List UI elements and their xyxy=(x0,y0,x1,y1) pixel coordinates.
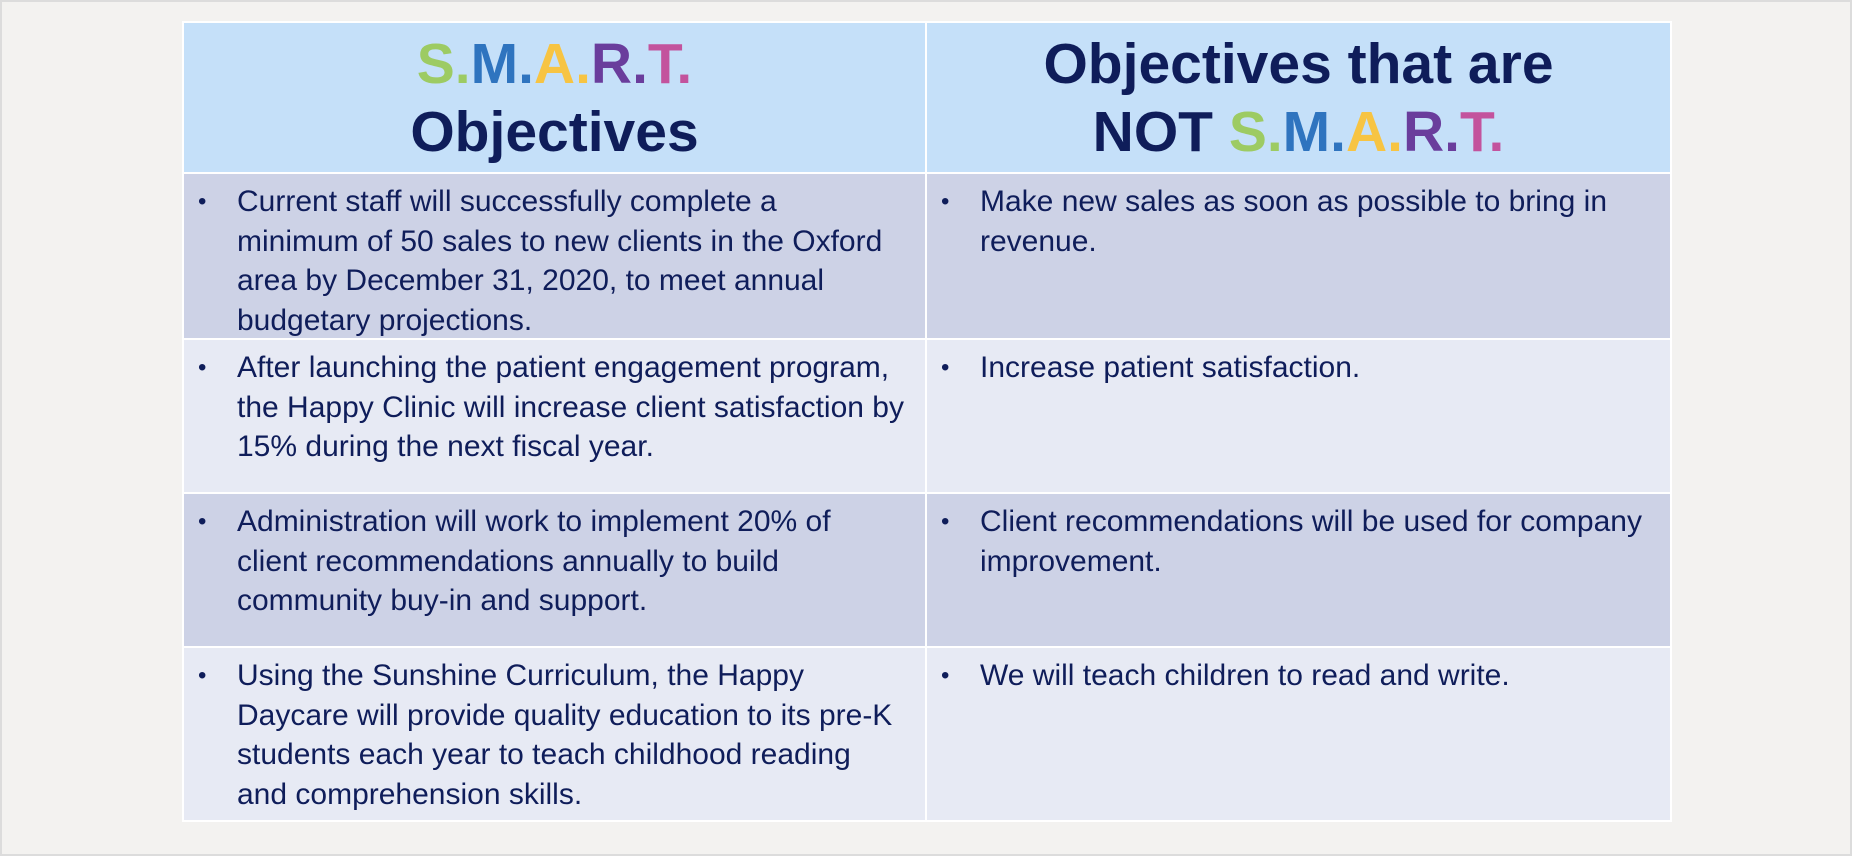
bullet-icon: • xyxy=(198,188,207,215)
smart-cell xyxy=(184,174,925,338)
not-smart-objective-text: We will teach children to read and write. xyxy=(980,659,1510,692)
not-prefix: NOT xyxy=(1092,99,1229,164)
not-smart-cell xyxy=(927,174,1670,338)
table-row xyxy=(182,174,1672,338)
header-not-smart-objectives xyxy=(927,23,1670,172)
not-smart-cell xyxy=(927,340,1670,492)
smart-objective-text: Administration will work to implement 20% of client recommendations annually to build community buy-in and support. xyxy=(237,505,831,617)
smart-letter-a: A. xyxy=(533,31,591,96)
bullet-icon: • xyxy=(198,508,207,535)
smart-objective-text: After launching the patient engagement program, the Happy Clinic will increase client satisfaction by 15% during the next fiscal year. xyxy=(237,351,904,463)
table-row xyxy=(182,494,1672,646)
smart-cell xyxy=(184,494,925,646)
smart-letter-s: S. xyxy=(416,31,471,96)
not-smart-objective-text: Client recommendations will be used for company improvement. xyxy=(980,505,1642,578)
smart-letter-m: M. xyxy=(1282,99,1346,164)
list-item xyxy=(927,348,1650,388)
smart-objective-text: Using the Sunshine Curriculum, the Happy Daycare will provide quality education to its pre-K students each year to teach childhood reading and comprehension skills. xyxy=(237,659,893,811)
bullet-icon: • xyxy=(941,508,950,535)
bullet-icon: • xyxy=(941,188,950,215)
not-smart-objective-text: Increase patient satisfaction. xyxy=(980,351,1361,384)
header-right-line1: Objectives that are xyxy=(1043,31,1554,96)
smart-acronym xyxy=(417,30,693,98)
smart-letter-t: T. xyxy=(1460,99,1505,164)
smart-cell xyxy=(184,340,925,492)
list-item xyxy=(927,656,1650,696)
table-row xyxy=(182,340,1672,492)
bullet-icon: • xyxy=(941,354,950,381)
header-smart-objectives xyxy=(184,23,925,172)
smart-letter-r: R. xyxy=(590,31,648,96)
not-smart-cell xyxy=(927,494,1670,646)
list-item xyxy=(184,348,905,467)
smart-letter-r: R. xyxy=(1403,99,1460,164)
list-item xyxy=(927,502,1650,581)
smart-letter-s: S. xyxy=(1228,99,1283,164)
header-right-line2 xyxy=(1093,98,1505,166)
header-left-line2: Objectives xyxy=(410,99,699,164)
not-smart-objective-text: Make new sales as soon as possible to bring in revenue. xyxy=(980,185,1608,258)
smart-objectives-table xyxy=(182,21,1672,822)
bullet-icon: • xyxy=(198,354,207,381)
smart-letter-m: M. xyxy=(470,31,534,96)
smart-objective-text: Current staff will successfully complete a minimum of 50 sales to new clients in the Oxford area by December 31, 2020, to meet annual budgetary projections. xyxy=(237,185,883,337)
smart-letter-t: T. xyxy=(647,31,693,96)
bullet-icon: • xyxy=(198,662,207,689)
smart-cell xyxy=(184,648,925,820)
list-item xyxy=(927,182,1650,261)
list-item xyxy=(184,656,905,814)
table-row xyxy=(182,648,1672,820)
list-item xyxy=(184,182,905,340)
table-header-row xyxy=(182,21,1672,172)
list-item xyxy=(184,502,905,621)
not-smart-cell xyxy=(927,648,1670,820)
smart-letter-a: A. xyxy=(1346,99,1403,164)
bullet-icon: • xyxy=(941,662,950,689)
